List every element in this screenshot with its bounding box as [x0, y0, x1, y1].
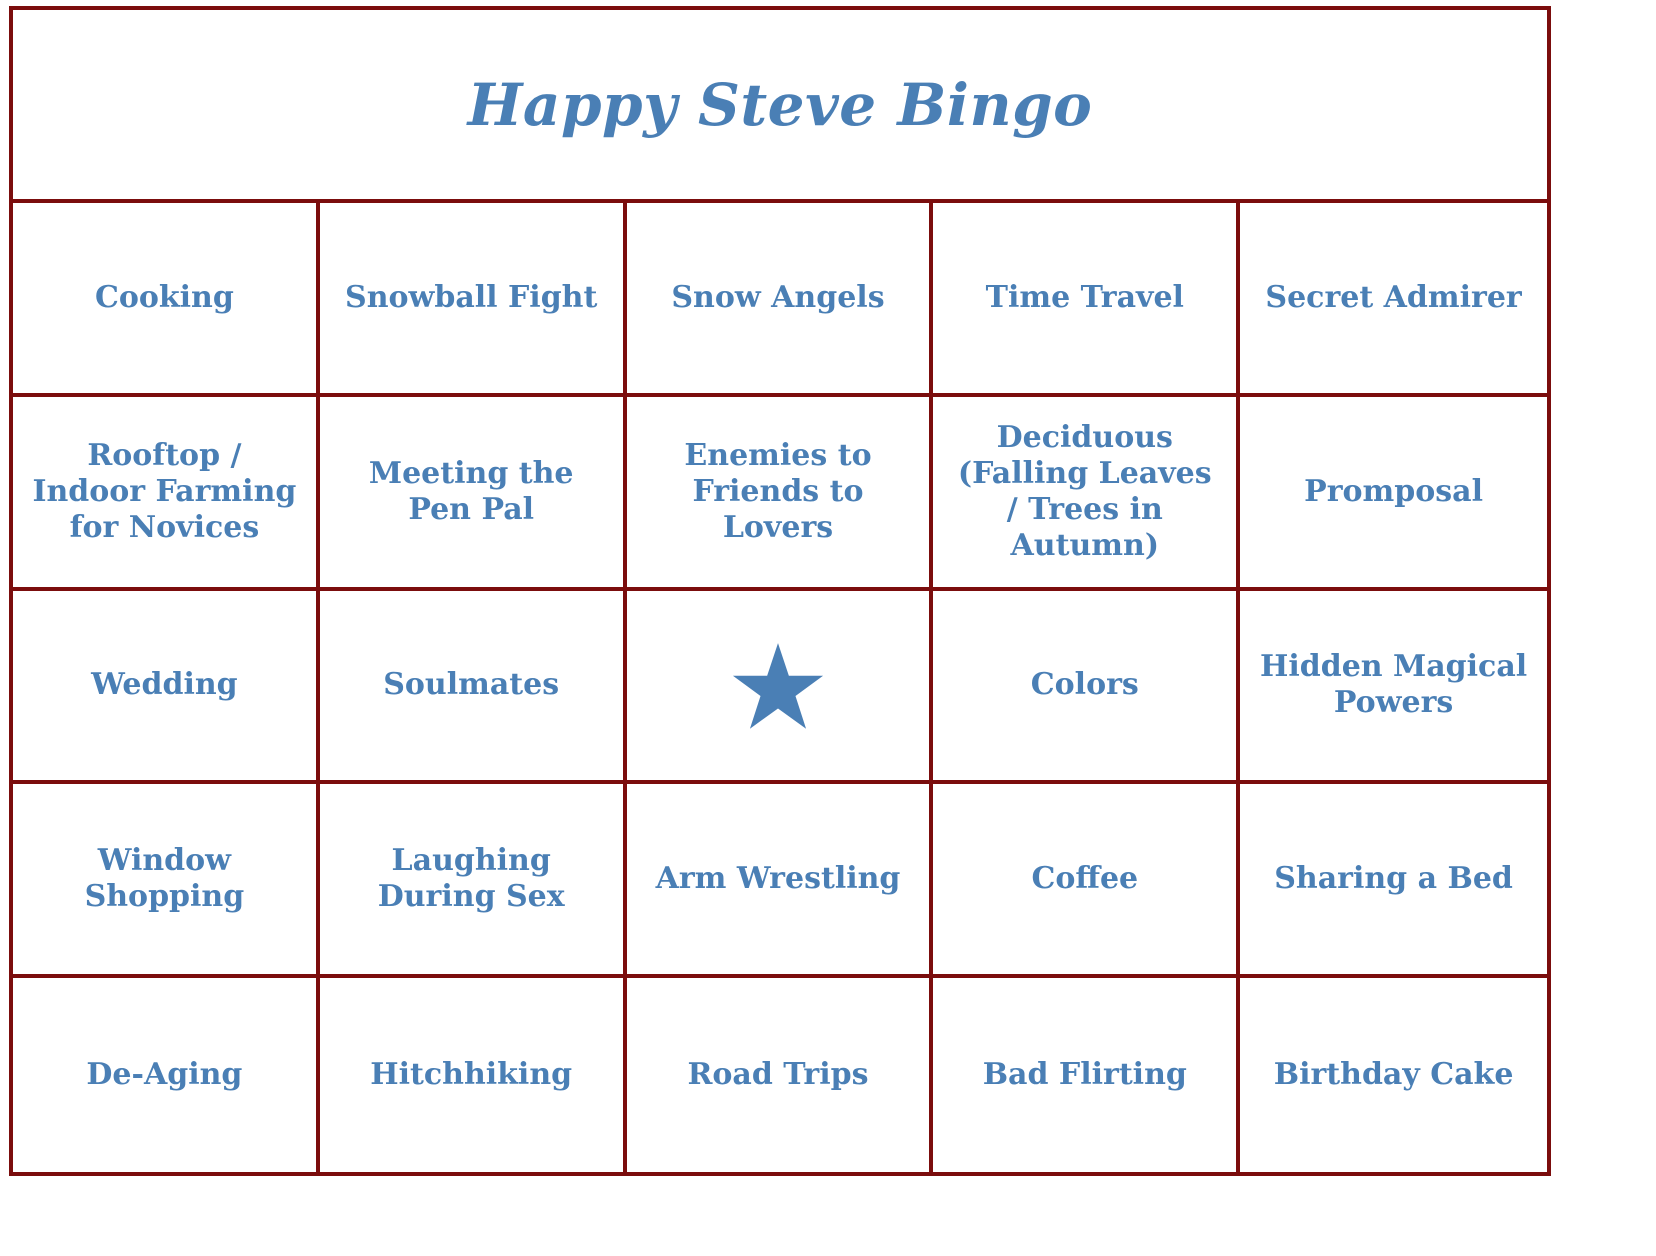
bingo-cell[interactable]	[13, 978, 320, 1172]
bingo-cell-label: Birthday Cake	[1273, 1057, 1514, 1093]
bingo-cell-label: Deciduous (Falling Leaves / Trees in Autumn)	[957, 419, 1212, 563]
bingo-cell-label: Hitchhiking	[370, 1057, 573, 1093]
bingo-cell-label: Bad Flirting	[982, 1057, 1187, 1093]
bingo-cell[interactable]	[627, 784, 934, 974]
bingo-cell-label: Meeting the Pen Pal	[368, 455, 574, 527]
bingo-cell[interactable]	[1240, 591, 1547, 781]
bingo-cell-label: Road Trips	[687, 1057, 869, 1093]
bingo-cell-label: Snow Angels	[671, 279, 885, 315]
bingo-cell[interactable]	[1240, 203, 1547, 393]
bingo-cell-label: Sharing a Bed	[1274, 861, 1513, 897]
bingo-cell[interactable]	[13, 203, 320, 393]
bingo-cell[interactable]	[320, 397, 627, 587]
bingo-cell-label: Soulmates	[383, 667, 560, 703]
bingo-cell[interactable]	[933, 397, 1240, 587]
free-space-cell[interactable]	[627, 591, 934, 781]
bingo-cell[interactable]	[933, 784, 1240, 974]
bingo-cell-label: Enemies to Friends to Lovers	[684, 437, 872, 545]
bingo-cell-label: Hidden Magical Powers	[1260, 649, 1528, 721]
bingo-cell-label: Coffee	[1031, 861, 1139, 897]
bingo-cell[interactable]	[933, 978, 1240, 1172]
bingo-cell[interactable]	[627, 203, 934, 393]
bingo-cell-label: Arm Wrestling	[655, 861, 901, 897]
bingo-cell[interactable]	[320, 978, 627, 1172]
bingo-cell-label: Time Travel	[985, 279, 1184, 315]
bingo-cell-label: Rooftop / Indoor Farming for Novices	[32, 437, 297, 545]
bingo-cell-label: Wedding	[91, 667, 238, 703]
board-header	[13, 10, 1547, 203]
bingo-cell[interactable]	[1240, 397, 1547, 587]
bingo-cell[interactable]	[1240, 784, 1547, 974]
bingo-row-1	[13, 203, 1547, 397]
bingo-board	[9, 6, 1551, 1176]
bingo-cell-label: Secret Admirer	[1265, 279, 1522, 315]
bingo-cell[interactable]	[13, 591, 320, 781]
bingo-cell-label: Snowball Fight	[345, 279, 598, 315]
bingo-cell-label: Laughing During Sex	[377, 843, 565, 915]
bingo-row-4	[13, 784, 1547, 978]
bingo-cell[interactable]	[627, 397, 934, 587]
bingo-cell[interactable]	[627, 978, 934, 1172]
bingo-cell-label: De-Aging	[86, 1057, 243, 1093]
bingo-cell-label: Window Shopping	[84, 843, 245, 915]
bingo-cell[interactable]	[933, 203, 1240, 393]
bingo-row-3	[13, 591, 1547, 785]
bingo-cell[interactable]	[933, 591, 1240, 781]
bingo-cell[interactable]	[320, 591, 627, 781]
bingo-cell-label: Cooking	[94, 279, 234, 315]
bingo-cell[interactable]	[13, 784, 320, 974]
bingo-cell[interactable]	[320, 784, 627, 974]
bingo-cell[interactable]	[13, 397, 320, 587]
star-icon	[732, 641, 824, 729]
bingo-cell-label: Promposal	[1304, 473, 1483, 509]
bingo-cell[interactable]	[320, 203, 627, 393]
board-title: Happy Steve Bingo	[467, 70, 1093, 139]
bingo-row-2	[13, 397, 1547, 591]
bingo-cell[interactable]	[1240, 978, 1547, 1172]
bingo-cell-label: Colors	[1030, 667, 1139, 703]
bingo-row-5	[13, 978, 1547, 1172]
